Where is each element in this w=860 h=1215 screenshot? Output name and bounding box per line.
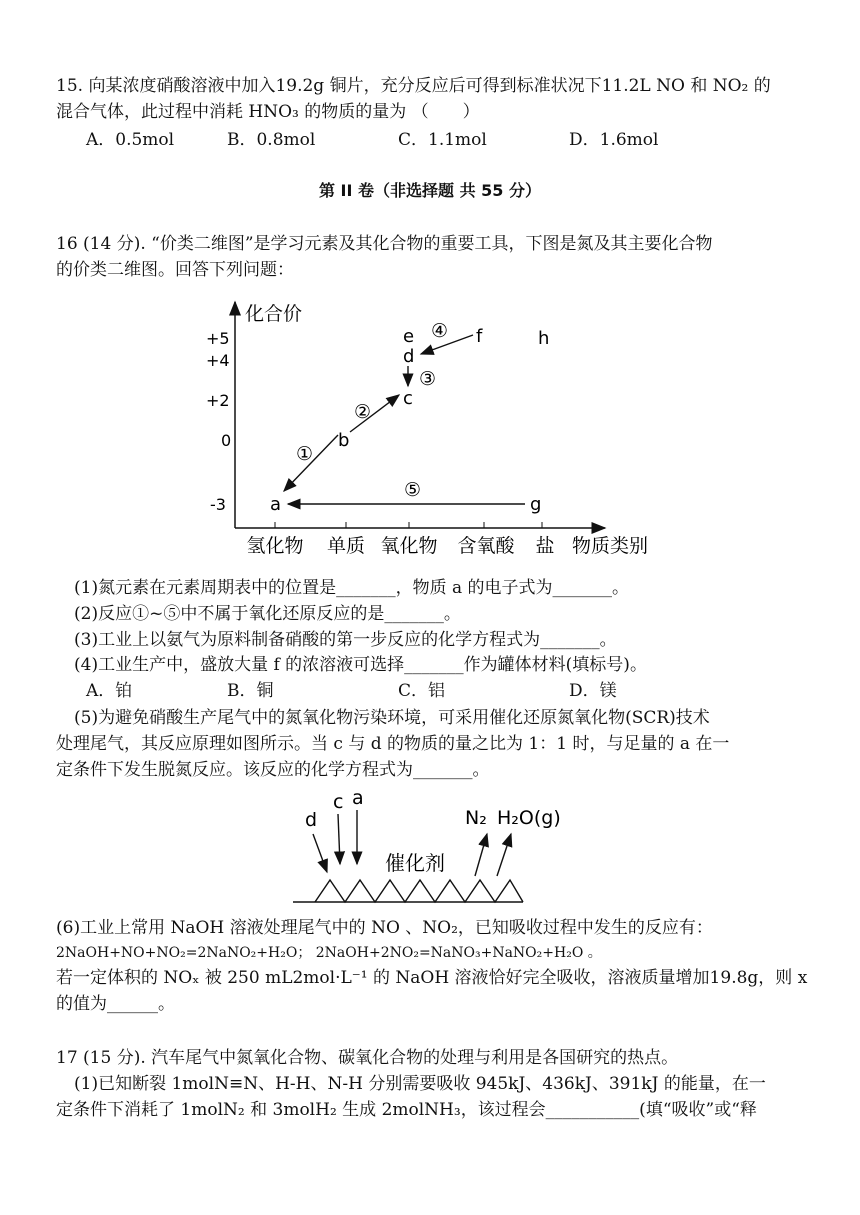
catalyst-label: 催化剂 (385, 851, 445, 875)
q16-part-4-option-d: D．镁 (569, 681, 617, 701)
q15-line-1: 15. 向某浓度硝酸溶液中加入19.2g 铜片，充分反应后可得到标准状况下11.2L NO 和 NO₂ 的 (56, 76, 771, 96)
scr-diagram (285, 782, 595, 907)
reaction-label-1: ① (296, 443, 314, 465)
q15-option-a: A．0.5mol (86, 130, 175, 150)
q16-part-5-line-1: (5)为避免硝酸生产尾气中的氮氧化物污染环境，可采用催化还原氮氧化物(SCR)技术 (74, 708, 710, 728)
q16-part-6-equations: 2NaOH+NO+NO₂=2NaNO₂+H₂O； 2NaOH+2NO₂=NaNO₃+NaNO₂+H₂O 。 (56, 945, 602, 961)
q16-part-5-line-3: 定条件下发生脱氮反应。该反应的化学方程式为_______。 (56, 760, 490, 780)
q16-part-4-option-c: C．铝 (398, 681, 446, 701)
q15-option-c: C．1.1mol (398, 130, 487, 150)
y-tick: +5 (206, 329, 230, 348)
q15-option-b: B．0.8mol (227, 130, 316, 150)
q16-intro-1: 16 (14 分). “价类二维图”是学习元素及其化合物的重要工具，下图是氮及其主要化合物 (56, 234, 713, 254)
point-g: g (530, 494, 542, 515)
valence-class-diagram (190, 290, 660, 565)
point-f: f (476, 326, 483, 347)
input-d: d (305, 809, 318, 831)
q17-part-1-line-2: 定条件下消耗了 1molN₂ 和 3molH₂ 生成 2molNH₃，该过程会___________(填“吸收”或“释 (56, 1100, 757, 1120)
q16-part-3: (3)工业上以氨气为原料制备硝酸的第一步反应的化学方程式为_______。 (74, 630, 617, 650)
y-axis-title: 化合价 (245, 303, 303, 325)
output-n2: N₂ (465, 807, 487, 829)
input-a: a (352, 787, 364, 809)
q15-option-d: D．1.6mol (569, 130, 659, 150)
point-a: a (270, 494, 282, 515)
point-d: d (403, 346, 415, 367)
q16-part-4: (4)工业生产中，盛放大量 f 的浓溶液可选择_______作为罐体材料(填标号)。 (74, 655, 647, 675)
y-tick: +2 (206, 391, 230, 410)
q16-part-6-line-2: 若一定体积的 NOₓ 被 250 mL2mol·L⁻¹ 的 NaOH 溶液恰好完全吸收，溶液质量增加19.8g，则 x (56, 968, 808, 988)
q16-part-4-option-b: B．铜 (227, 681, 274, 701)
q16-part-5-line-2: 处理尾气，其反应原理如图所示。当 c 与 d 的物质的量之比为 1：1 时，与足量的 a 在一 (56, 734, 730, 754)
x-label: 含氧酸 (457, 535, 515, 557)
output-h2o: H₂O(g) (497, 807, 561, 829)
reaction-label-5: ⑤ (404, 479, 422, 501)
q16-part-1: (1)氮元素在元素周期表中的位置是_______，物质 a 的电子式为_______。 (74, 578, 630, 598)
catalyst-teeth (315, 880, 523, 902)
q16-part-6-line-3: 的值为______。 (56, 994, 175, 1014)
input-c: c (333, 791, 344, 813)
point-c: c (403, 388, 413, 409)
reaction-label-2: ② (354, 401, 372, 423)
x-label: 单质 (326, 535, 366, 557)
point-b: b (338, 430, 350, 451)
reaction-label-4: ④ (431, 320, 449, 342)
q16-part-2: (2)反应①~⑤中不属于氧化还原反应的是_______。 (74, 604, 461, 624)
q17-intro: 17 (15 分). 汽车尾气中氮氧化合物、碳氧化合物的处理与利用是各国研究的热点。 (56, 1048, 679, 1068)
q17-part-1-line-1: (1)已知断裂 1molN≡N、H-H、N-H 分别需要吸收 945kJ、436kJ、391kJ 的能量，在一 (74, 1074, 766, 1094)
q16-part-4-option-a: A．铂 (86, 681, 133, 701)
point-e: e (403, 326, 415, 347)
q16-part-6-line-1: (6)工业上常用 NaOH 溶液处理尾气中的 NO 、NO₂，已知吸收过程中发生的反应有： (56, 918, 713, 938)
q16-intro-2: 的价类二维图。回答下列问题： (56, 260, 294, 280)
x-label: 氢化物 (246, 535, 304, 557)
x-label: 盐 (535, 535, 555, 557)
section-title: 第 II 卷（非选择题 共 55 分） (318, 181, 542, 200)
y-tick: -3 (210, 495, 226, 514)
point-h: h (538, 328, 550, 349)
q15-line-2: 混合气体，此过程中消耗 HNO₃ 的物质的量为 （ ） (56, 102, 480, 122)
reaction-label-3: ③ (419, 368, 437, 390)
y-tick: +4 (206, 351, 230, 370)
y-tick: 0 (221, 431, 232, 450)
x-label: 氧化物 (380, 535, 438, 557)
x-axis-title: 物质类别 (571, 535, 649, 557)
